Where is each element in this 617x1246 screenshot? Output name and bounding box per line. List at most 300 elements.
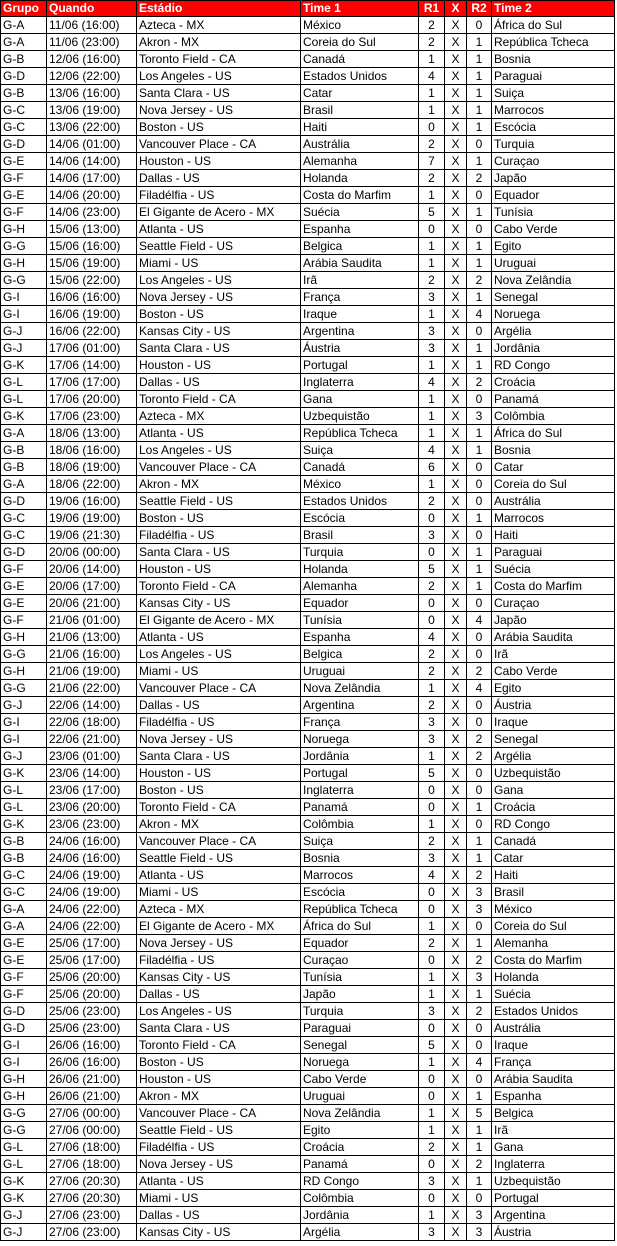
datetime-cell: 16/06 (22:00) [47, 323, 137, 340]
team2-cell: Japão [492, 612, 615, 629]
datetime-cell: 23/06 (20:00) [47, 799, 137, 816]
score1-cell: 2 [419, 663, 445, 680]
datetime-cell: 15/06 (16:00) [47, 238, 137, 255]
datetime-cell: 12/06 (22:00) [47, 68, 137, 85]
table-row [1, 1139, 615, 1156]
score1-cell: 1 [419, 51, 445, 68]
team2-cell: Canadá [492, 833, 615, 850]
stadium-cell: Atlanta - US [137, 867, 301, 884]
team1-cell: República Tcheca [301, 425, 419, 442]
score2-cell: 0 [467, 493, 492, 510]
group-cell: G-J [1, 323, 47, 340]
group-cell: G-H [1, 663, 47, 680]
score1-cell: 1 [419, 1105, 445, 1122]
group-cell: G-J [1, 1207, 47, 1224]
team2-cell: Uruguai [492, 255, 615, 272]
team2-cell: Paraguai [492, 544, 615, 561]
team2-cell: Nova Zelândia [492, 272, 615, 289]
score1-cell: 0 [419, 1071, 445, 1088]
datetime-cell: 23/06 (23:00) [47, 816, 137, 833]
score1-cell: 3 [419, 1224, 445, 1241]
team2-cell: Argélia [492, 748, 615, 765]
score1-cell: 1 [419, 816, 445, 833]
score1-cell: 3 [419, 289, 445, 306]
score1-cell: 2 [419, 697, 445, 714]
datetime-cell: 21/06 (01:00) [47, 612, 137, 629]
group-cell: G-G [1, 238, 47, 255]
score2-cell: 1 [467, 255, 492, 272]
score1-cell: 1 [419, 255, 445, 272]
table-row [1, 1190, 615, 1207]
score2-cell: 0 [467, 391, 492, 408]
team1-cell: Turquia [301, 544, 419, 561]
score2-cell: 0 [467, 714, 492, 731]
group-cell: G-J [1, 1224, 47, 1241]
vs-cell: X [445, 425, 467, 442]
table-row [1, 1224, 615, 1241]
team2-cell: Cabo Verde [492, 221, 615, 238]
stadium-cell: Los Angeles - US [137, 646, 301, 663]
team1-cell: Bosnia [301, 850, 419, 867]
team1-cell: Japão [301, 986, 419, 1003]
table-row [1, 833, 615, 850]
vs-cell: X [445, 595, 467, 612]
team1-cell: Canadá [301, 459, 419, 476]
stadium-cell: Akron - MX [137, 476, 301, 493]
group-cell: G-H [1, 221, 47, 238]
vs-cell: X [445, 1139, 467, 1156]
score2-cell: 1 [467, 425, 492, 442]
team1-cell: Suiça [301, 833, 419, 850]
stadium-cell: Boston - US [137, 510, 301, 527]
team2-cell: Irã [492, 1122, 615, 1139]
score1-cell: 1 [419, 102, 445, 119]
score1-cell: 5 [419, 765, 445, 782]
datetime-cell: 24/06 (19:00) [47, 867, 137, 884]
table-row [1, 629, 615, 646]
score2-cell: 2 [467, 272, 492, 289]
score2-cell: 2 [467, 374, 492, 391]
stadium-cell: Kansas City - US [137, 323, 301, 340]
datetime-cell: 24/06 (22:00) [47, 918, 137, 935]
vs-cell: X [445, 408, 467, 425]
team1-cell: Argentina [301, 323, 419, 340]
table-row [1, 1003, 615, 1020]
stadium-cell: Toronto Field - CA [137, 578, 301, 595]
score2-cell: 0 [467, 765, 492, 782]
vs-cell: X [445, 136, 467, 153]
team2-cell: Haiti [492, 527, 615, 544]
team2-cell: França [492, 1054, 615, 1071]
group-cell: G-G [1, 1122, 47, 1139]
table-row [1, 340, 615, 357]
score1-cell: 0 [419, 782, 445, 799]
group-cell: G-D [1, 493, 47, 510]
stadium-cell: Nova Jersey - US [137, 1156, 301, 1173]
datetime-cell: 20/06 (21:00) [47, 595, 137, 612]
group-cell: G-C [1, 510, 47, 527]
score2-cell: 3 [467, 1224, 492, 1241]
vs-cell: X [445, 1156, 467, 1173]
team1-cell: Escócia [301, 510, 419, 527]
stadium-cell: Kansas City - US [137, 969, 301, 986]
group-cell: G-H [1, 1071, 47, 1088]
score1-cell: 1 [419, 306, 445, 323]
score1-cell: 4 [419, 442, 445, 459]
team2-cell: Bosnia [492, 51, 615, 68]
group-cell: G-I [1, 306, 47, 323]
datetime-cell: 18/06 (13:00) [47, 425, 137, 442]
score2-cell: 1 [467, 544, 492, 561]
group-cell: G-H [1, 629, 47, 646]
team2-cell: Suiça [492, 85, 615, 102]
team2-cell: Japão [492, 170, 615, 187]
datetime-cell: 17/06 (01:00) [47, 340, 137, 357]
vs-cell: X [445, 68, 467, 85]
group-cell: G-I [1, 714, 47, 731]
datetime-cell: 18/06 (16:00) [47, 442, 137, 459]
datetime-cell: 15/06 (19:00) [47, 255, 137, 272]
datetime-cell: 24/06 (16:00) [47, 833, 137, 850]
team2-cell: Costa do Marfim [492, 952, 615, 969]
stadium-cell: Atlanta - US [137, 425, 301, 442]
score1-cell: 1 [419, 1054, 445, 1071]
vs-cell: X [445, 663, 467, 680]
vs-cell: X [445, 680, 467, 697]
team1-cell: Estados Unidos [301, 493, 419, 510]
table-row [1, 68, 615, 85]
team2-cell: RD Congo [492, 357, 615, 374]
vs-cell: X [445, 697, 467, 714]
group-cell: G-K [1, 816, 47, 833]
team2-cell: Croácia [492, 374, 615, 391]
stadium-cell: Dallas - US [137, 374, 301, 391]
team1-cell: Uruguai [301, 663, 419, 680]
datetime-cell: 21/06 (19:00) [47, 663, 137, 680]
datetime-cell: 17/06 (17:00) [47, 374, 137, 391]
group-cell: G-L [1, 1156, 47, 1173]
vs-cell: X [445, 816, 467, 833]
score2-cell: 1 [467, 442, 492, 459]
group-cell: G-H [1, 255, 47, 272]
score1-cell: 1 [419, 918, 445, 935]
team2-cell: RD Congo [492, 816, 615, 833]
table-row [1, 1173, 615, 1190]
table-row [1, 1088, 615, 1105]
team1-cell: Escócia [301, 884, 419, 901]
stadium-cell: Dallas - US [137, 697, 301, 714]
table-row [1, 952, 615, 969]
team1-cell: Suiça [301, 442, 419, 459]
score1-cell: 0 [419, 119, 445, 136]
group-cell: G-D [1, 1003, 47, 1020]
team1-cell: Brasil [301, 102, 419, 119]
team1-cell: Inglaterra [301, 782, 419, 799]
vs-cell: X [445, 85, 467, 102]
score1-cell: 3 [419, 323, 445, 340]
group-cell: G-A [1, 476, 47, 493]
table-row [1, 153, 615, 170]
datetime-cell: 14/06 (14:00) [47, 153, 137, 170]
stadium-cell: Vancouver Place - CA [137, 680, 301, 697]
stadium-cell: Houston - US [137, 561, 301, 578]
score1-cell: 3 [419, 850, 445, 867]
stadium-cell: Seattle Field - US [137, 1122, 301, 1139]
vs-cell: X [445, 238, 467, 255]
datetime-cell: 26/06 (16:00) [47, 1037, 137, 1054]
stadium-cell: Miami - US [137, 884, 301, 901]
datetime-cell: 18/06 (19:00) [47, 459, 137, 476]
team1-cell: Alemanha [301, 153, 419, 170]
team1-cell: Uzbequistão [301, 408, 419, 425]
vs-cell: X [445, 561, 467, 578]
score2-cell: 1 [467, 340, 492, 357]
score1-cell: 3 [419, 527, 445, 544]
score2-cell: 0 [467, 1190, 492, 1207]
score2-cell: 1 [467, 153, 492, 170]
score1-cell: 2 [419, 646, 445, 663]
vs-cell: X [445, 374, 467, 391]
table-row [1, 1071, 615, 1088]
table-row [1, 918, 615, 935]
team2-cell: Coreia do Sul [492, 918, 615, 935]
team2-cell: Haiti [492, 867, 615, 884]
score2-cell: 0 [467, 476, 492, 493]
team1-cell: República Tcheca [301, 901, 419, 918]
stadium-cell: Santa Clara - US [137, 340, 301, 357]
table-row [1, 901, 615, 918]
vs-cell: X [445, 1207, 467, 1224]
team1-cell: Curaçao [301, 952, 419, 969]
score1-cell: 6 [419, 459, 445, 476]
group-cell: G-E [1, 187, 47, 204]
group-cell: G-A [1, 425, 47, 442]
group-cell: G-A [1, 918, 47, 935]
score2-cell: 1 [467, 935, 492, 952]
team2-cell: África do Sul [492, 425, 615, 442]
group-cell: G-A [1, 901, 47, 918]
team1-cell: Croácia [301, 1139, 419, 1156]
stadium-cell: Dallas - US [137, 170, 301, 187]
score1-cell: 0 [419, 901, 445, 918]
score2-cell: 3 [467, 884, 492, 901]
team1-cell: Turquia [301, 1003, 419, 1020]
score1-cell: 3 [419, 340, 445, 357]
score1-cell: 3 [419, 1173, 445, 1190]
score1-cell: 0 [419, 952, 445, 969]
stadium-cell: Boston - US [137, 306, 301, 323]
vs-cell: X [445, 34, 467, 51]
datetime-cell: 16/06 (19:00) [47, 306, 137, 323]
datetime-cell: 23/06 (14:00) [47, 765, 137, 782]
table-row [1, 510, 615, 527]
score1-cell: 3 [419, 714, 445, 731]
table-row [1, 170, 615, 187]
team2-cell: Uzbequistão [492, 765, 615, 782]
header-r2: R2 [467, 1, 492, 17]
score1-cell: 5 [419, 1037, 445, 1054]
table-row [1, 323, 615, 340]
match-rows [1, 17, 615, 1241]
score2-cell: 1 [467, 1122, 492, 1139]
vs-cell: X [445, 714, 467, 731]
group-cell: G-A [1, 17, 47, 34]
group-cell: G-J [1, 697, 47, 714]
team1-cell: Haiti [301, 119, 419, 136]
team2-cell: Áustria [492, 1224, 615, 1241]
score2-cell: 0 [467, 187, 492, 204]
team1-cell: Portugal [301, 765, 419, 782]
team2-cell: Uzbequistão [492, 1173, 615, 1190]
team1-cell: França [301, 714, 419, 731]
group-cell: G-I [1, 1037, 47, 1054]
team2-cell: Croácia [492, 799, 615, 816]
stadium-cell: Filadélfia - US [137, 952, 301, 969]
score2-cell: 2 [467, 170, 492, 187]
stadium-cell: Houston - US [137, 765, 301, 782]
stadium-cell: Houston - US [137, 357, 301, 374]
stadium-cell: Houston - US [137, 1071, 301, 1088]
table-row [1, 595, 615, 612]
header-quando: Quando [47, 1, 137, 17]
stadium-cell: Toronto Field - CA [137, 1037, 301, 1054]
score1-cell: 0 [419, 544, 445, 561]
score1-cell: 2 [419, 935, 445, 952]
table-row [1, 306, 615, 323]
team1-cell: Marrocos [301, 867, 419, 884]
datetime-cell: 25/06 (23:00) [47, 1003, 137, 1020]
vs-cell: X [445, 629, 467, 646]
datetime-cell: 17/06 (23:00) [47, 408, 137, 425]
vs-cell: X [445, 952, 467, 969]
score1-cell: 0 [419, 1020, 445, 1037]
stadium-cell: Santa Clara - US [137, 544, 301, 561]
team2-cell: Holanda [492, 969, 615, 986]
score1-cell: 0 [419, 1156, 445, 1173]
team2-cell: Senegal [492, 731, 615, 748]
score1-cell: 2 [419, 17, 445, 34]
stadium-cell: Houston - US [137, 153, 301, 170]
group-cell: G-G [1, 680, 47, 697]
team2-cell: Austrália [492, 493, 615, 510]
score2-cell: 1 [467, 1088, 492, 1105]
score2-cell: 1 [467, 1173, 492, 1190]
table-row [1, 680, 615, 697]
stadium-cell: Nova Jersey - US [137, 935, 301, 952]
score2-cell: 0 [467, 1037, 492, 1054]
vs-cell: X [445, 799, 467, 816]
group-cell: G-B [1, 442, 47, 459]
header-grupo: Grupo [1, 1, 47, 17]
team1-cell: Senegal [301, 1037, 419, 1054]
group-cell: G-K [1, 357, 47, 374]
header-row [1, 1, 615, 17]
score1-cell: 1 [419, 408, 445, 425]
score2-cell: 0 [467, 816, 492, 833]
score2-cell: 0 [467, 918, 492, 935]
datetime-cell: 23/06 (01:00) [47, 748, 137, 765]
group-cell: G-F [1, 204, 47, 221]
team1-cell: Noruega [301, 1054, 419, 1071]
team1-cell: África do Sul [301, 918, 419, 935]
team1-cell: Inglaterra [301, 374, 419, 391]
header-estadio: Estádio [137, 1, 301, 17]
table-row [1, 476, 615, 493]
table-row [1, 102, 615, 119]
datetime-cell: 14/06 (20:00) [47, 187, 137, 204]
vs-cell: X [445, 867, 467, 884]
team1-cell: Austrália [301, 136, 419, 153]
header-time1: Time 1 [301, 1, 419, 17]
header-time2: Time 2 [492, 1, 615, 17]
team2-cell: Portugal [492, 1190, 615, 1207]
group-cell: G-C [1, 884, 47, 901]
score2-cell: 1 [467, 357, 492, 374]
stadium-cell: Dallas - US [137, 986, 301, 1003]
datetime-cell: 19/06 (19:00) [47, 510, 137, 527]
group-cell: G-B [1, 833, 47, 850]
header-r1: R1 [419, 1, 445, 17]
datetime-cell: 13/06 (19:00) [47, 102, 137, 119]
datetime-cell: 24/06 (19:00) [47, 884, 137, 901]
team2-cell: Curaçao [492, 595, 615, 612]
stadium-cell: Los Angeles - US [137, 442, 301, 459]
team2-cell: Equador [492, 187, 615, 204]
table-row [1, 1207, 615, 1224]
stadium-cell: El Gigante de Acero - MX [137, 918, 301, 935]
score2-cell: 5 [467, 1105, 492, 1122]
score2-cell: 1 [467, 289, 492, 306]
table-row [1, 357, 615, 374]
team1-cell: México [301, 17, 419, 34]
stadium-cell: Azteca - MX [137, 408, 301, 425]
score2-cell: 1 [467, 51, 492, 68]
score1-cell: 0 [419, 221, 445, 238]
group-cell: G-E [1, 595, 47, 612]
vs-cell: X [445, 527, 467, 544]
team2-cell: Áustria [492, 697, 615, 714]
vs-cell: X [445, 850, 467, 867]
score1-cell: 1 [419, 238, 445, 255]
score1-cell: 1 [419, 680, 445, 697]
table-row [1, 493, 615, 510]
team1-cell: Panamá [301, 1156, 419, 1173]
group-cell: G-D [1, 1020, 47, 1037]
score2-cell: 1 [467, 833, 492, 850]
stadium-cell: Boston - US [137, 782, 301, 799]
vs-cell: X [445, 544, 467, 561]
stadium-cell: Miami - US [137, 255, 301, 272]
vs-cell: X [445, 187, 467, 204]
group-cell: G-E [1, 952, 47, 969]
table-row [1, 442, 615, 459]
group-cell: G-L [1, 1139, 47, 1156]
group-cell: G-A [1, 34, 47, 51]
datetime-cell: 20/06 (00:00) [47, 544, 137, 561]
datetime-cell: 19/06 (16:00) [47, 493, 137, 510]
team2-cell: Irã [492, 646, 615, 663]
score2-cell: 1 [467, 1139, 492, 1156]
table-row [1, 459, 615, 476]
score1-cell: 1 [419, 748, 445, 765]
team1-cell: Catar [301, 85, 419, 102]
group-cell: G-B [1, 85, 47, 102]
team1-cell: Belgica [301, 646, 419, 663]
score2-cell: 0 [467, 17, 492, 34]
vs-cell: X [445, 612, 467, 629]
score2-cell: 0 [467, 697, 492, 714]
datetime-cell: 18/06 (22:00) [47, 476, 137, 493]
